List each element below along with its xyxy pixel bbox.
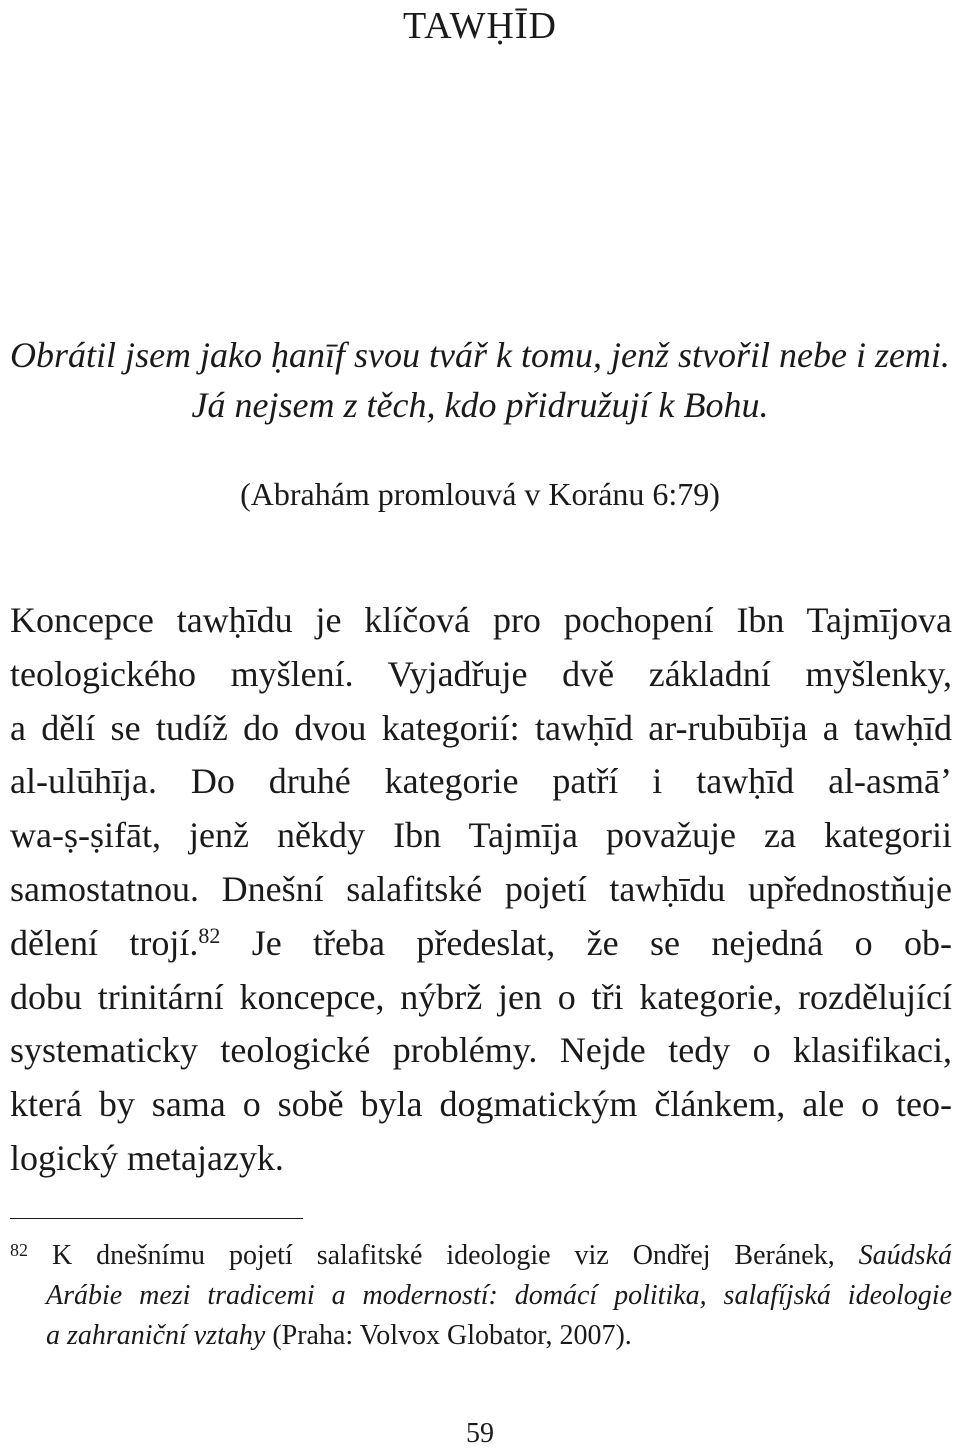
epigraph-source: (Abrahám promlouvá v Koránu 6:79) — [240, 476, 720, 512]
footnote-separator — [10, 1218, 303, 1219]
body-line: dobu trinitární koncepce, nýbrž jen o tři kategorie, rozdělující — [10, 976, 952, 1017]
body-line: teologického myšlení. Vyjadřuje dvě základní myšlenky, — [10, 653, 952, 694]
epigraph — [0, 330, 960, 430]
body-line: logický metajazyk. — [10, 1137, 284, 1178]
body-line: wa-ṣ-ṣifāt, jenž někdy Ibn Tajmīja považuje za kategorii — [10, 815, 952, 856]
epigraph-line-1: Obrátil jsem jako ḥanīf svou tvář k tomu, jenž stvořil nebe i zemi. — [10, 335, 950, 375]
running-header: TAWḤĪD — [403, 5, 557, 47]
footnote-title: Saúdská — [858, 1240, 952, 1271]
footnote-title: a zahraniční vztahy — [46, 1320, 266, 1351]
body-text-fragment: dělení trojí. — [10, 922, 199, 963]
body-line: Koncepce tawḥīdu je klíčová pro pochopení Ibn Tajmījova — [10, 600, 952, 640]
footnote-title: Arábie mezi tradicemi a moderností: domácí politika, salafíjská ideologie — [46, 1280, 952, 1311]
body-line-with-footnote-ref — [10, 917, 952, 971]
footnote-text: K dnešnímu pojetí salafitské ideologie viz Ondřej Beránek, — [28, 1240, 859, 1271]
footnote-number: 82 — [10, 1240, 28, 1260]
page-number: 59 — [466, 1418, 494, 1449]
footnote-line — [10, 1236, 952, 1276]
body-line: samostatnou. Dnešní salafitské pojetí tawḥīdu upřednostňuje — [10, 868, 952, 909]
body-paragraph — [10, 594, 952, 1186]
body-line: a dělí se tudíž do dvou kategorií: tawḥīd ar-rubūbīja a tawḥīd — [10, 707, 952, 748]
footnote — [10, 1236, 952, 1356]
footnote-line — [10, 1276, 952, 1316]
footnote-line — [10, 1316, 952, 1356]
footnote-reference[interactable]: 82 — [198, 922, 221, 948]
body-line: al-ulūhīja. Do druhé kategorie patří i tawḥīd al-asmāʼ — [10, 761, 952, 802]
body-text-fragment: Je třeba předeslat, že se nejedná o ob- — [220, 922, 952, 963]
body-line: která by sama o sobě byla dogmatickým článkem, ale o teo- — [10, 1084, 952, 1125]
body-line: systematicky teologické problémy. Nejde tedy o klasifikaci, — [10, 1030, 952, 1071]
footnote-text: (Praha: Volvox Globator, 2007). — [265, 1320, 632, 1351]
epigraph-line-2: Já nejsem z těch, kdo přidružují k Bohu. — [191, 385, 769, 425]
